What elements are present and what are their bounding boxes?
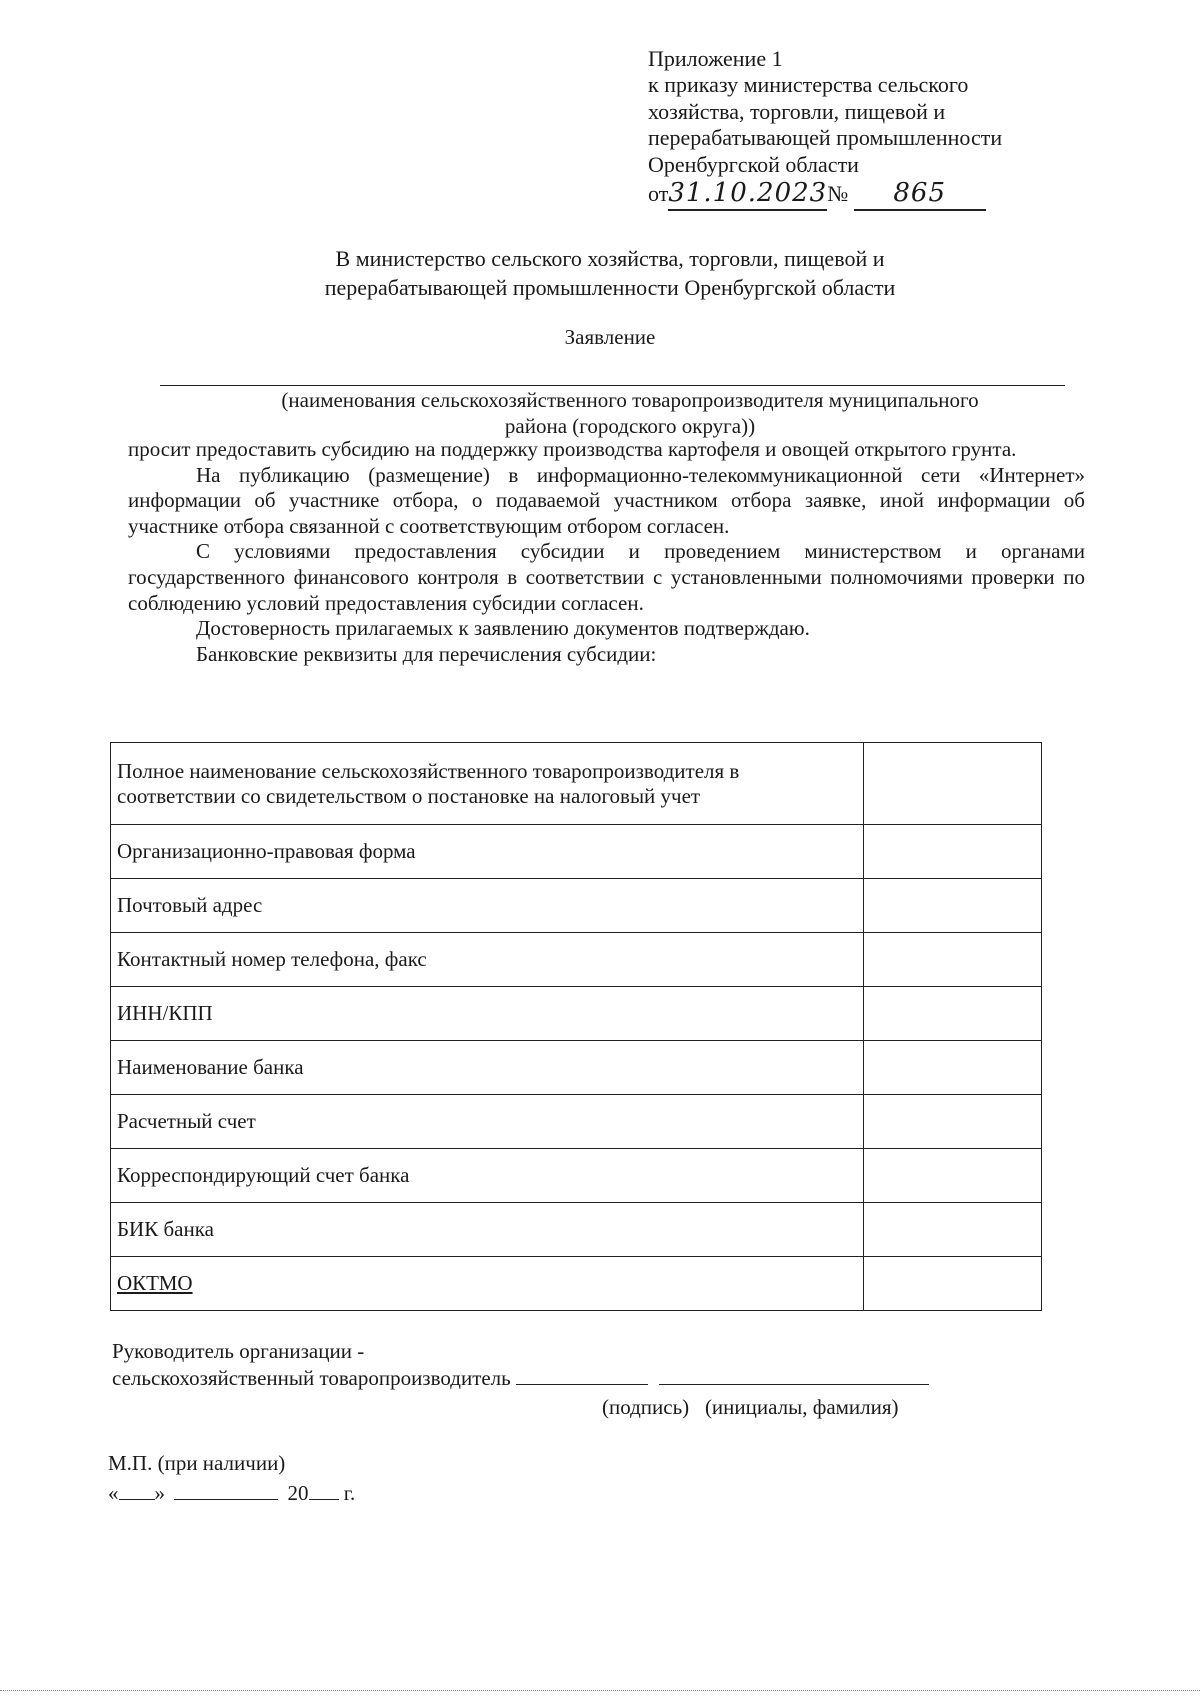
table-row [111, 1095, 1042, 1149]
table-row [111, 1149, 1042, 1203]
table-row [111, 1203, 1042, 1257]
signature-blank [516, 1366, 648, 1385]
stamp-label: М.П. (при наличии) [108, 1451, 286, 1475]
order-number-handwritten: 865 [854, 178, 986, 211]
quote-close: » [154, 1481, 165, 1506]
applicant-caption [180, 387, 1080, 440]
signature-line-1: Руководитель организации - [112, 1339, 365, 1363]
year-suffix: г. [343, 1481, 356, 1506]
row-value [864, 1041, 1042, 1095]
date-prefix: от [648, 180, 669, 206]
appendix-header [648, 46, 1068, 211]
bank-details-table [110, 742, 1042, 1311]
row-label: Почтовый адрес [111, 879, 864, 933]
row-value [864, 743, 1042, 825]
table-row [111, 933, 1042, 987]
row-value [864, 987, 1042, 1041]
appendix-line-5: Оренбургской области [648, 151, 859, 177]
table-row [111, 1257, 1042, 1311]
addressee-line-1: В министерство сельского хозяйства, торговли, пищевой и [335, 246, 885, 271]
appendix-line-2: к приказу министерства сельского [648, 72, 969, 98]
request-paragraph: просит предоставить субсидию на поддержку производства картофеля и овощей открытого грунта. [128, 437, 1017, 461]
name-caption: (инициалы, фамилия) [704, 1395, 899, 1419]
appendix-line-3: хозяйства, торговли, пищевой и [648, 98, 946, 124]
row-label: БИК банка [111, 1203, 864, 1257]
row-label: Расчетный счет [111, 1095, 864, 1149]
day-blank [119, 1481, 155, 1500]
row-value [864, 1149, 1042, 1203]
applicant-caption-line-1: (наименования сельскохозяйственного товаропроизводителя муниципального [281, 388, 979, 412]
bank-intro-paragraph: Банковские реквизиты для перечисления субсидии: [196, 641, 657, 666]
row-label: ИНН/КПП [111, 987, 864, 1041]
signature-line-2-row [112, 1365, 1012, 1392]
row-label: Полное наименование сельскохозяйственного товаропроизводителя в соответствии со свидетельством о постановке на налоговый учет [111, 743, 864, 825]
control-consent-paragraph: С условиями предоставления субсидии и проведением министерством и органами государственного финансового контроля в соответствии с установленными полномочиями проверки по соблюдению условий предоставления субсидии согласен. [128, 539, 1085, 615]
table-row [111, 879, 1042, 933]
quote-open: « [108, 1481, 119, 1506]
row-value [864, 879, 1042, 933]
addressee-block [200, 245, 1020, 302]
publication-consent-paragraph: На публикацию (размещение) в информационно-телекоммуникационной сети «Интернет» информации об участнике отбора, о подаваемой участником отбора заявке, иной информации об участнике отбора связанной с соответствующим отбором согласен. [128, 462, 1085, 538]
scan-edge-line [0, 1690, 1200, 1691]
applicant-name-blank [160, 385, 1065, 386]
row-value [864, 933, 1042, 987]
order-date-number-line [648, 178, 1068, 211]
table-row [111, 743, 1042, 825]
appendix-line-1: Приложение 1 [648, 46, 783, 71]
number-prefix: № [827, 180, 849, 206]
row-value [864, 1095, 1042, 1149]
table-row [111, 1041, 1042, 1095]
row-label: Наименование банка [111, 1041, 864, 1095]
table-row [111, 987, 1042, 1041]
signature-captions [602, 1395, 899, 1420]
signature-caption: (подпись) [602, 1395, 690, 1419]
application-body [128, 437, 1085, 667]
month-blank [174, 1481, 278, 1500]
date-blank-row [108, 1478, 355, 1508]
appendix-line-4: перерабатывающей промышленности [648, 125, 1003, 151]
stamp-date-block [108, 1448, 355, 1509]
order-date-handwritten: 31.10.2023 [668, 178, 827, 211]
year-blank [309, 1481, 339, 1500]
signature-line-2: сельскохозяйственный товаропроизводитель [112, 1366, 511, 1391]
addressee-line-2: перерабатывающей промышленности Оренбургской области [324, 274, 896, 300]
row-label: Контактный номер телефона, факс [111, 933, 864, 987]
row-value [864, 825, 1042, 879]
applicant-caption-line-2: района (городского округа)) [504, 414, 756, 439]
row-label: Корреспондирующий счет банка [111, 1149, 864, 1203]
row-label: ОКТМО [111, 1257, 864, 1311]
signature-block [112, 1338, 1012, 1393]
row-value [864, 1257, 1042, 1311]
year-prefix: 20 [287, 1481, 309, 1506]
authenticity-paragraph: Достоверность прилагаемых к заявлению документов подтверждаю. [196, 616, 810, 641]
row-label: Организационно-правовая форма [111, 825, 864, 879]
document-title: Заявление [564, 325, 656, 349]
name-blank [659, 1366, 929, 1385]
row-value [864, 1203, 1042, 1257]
table-row [111, 825, 1042, 879]
